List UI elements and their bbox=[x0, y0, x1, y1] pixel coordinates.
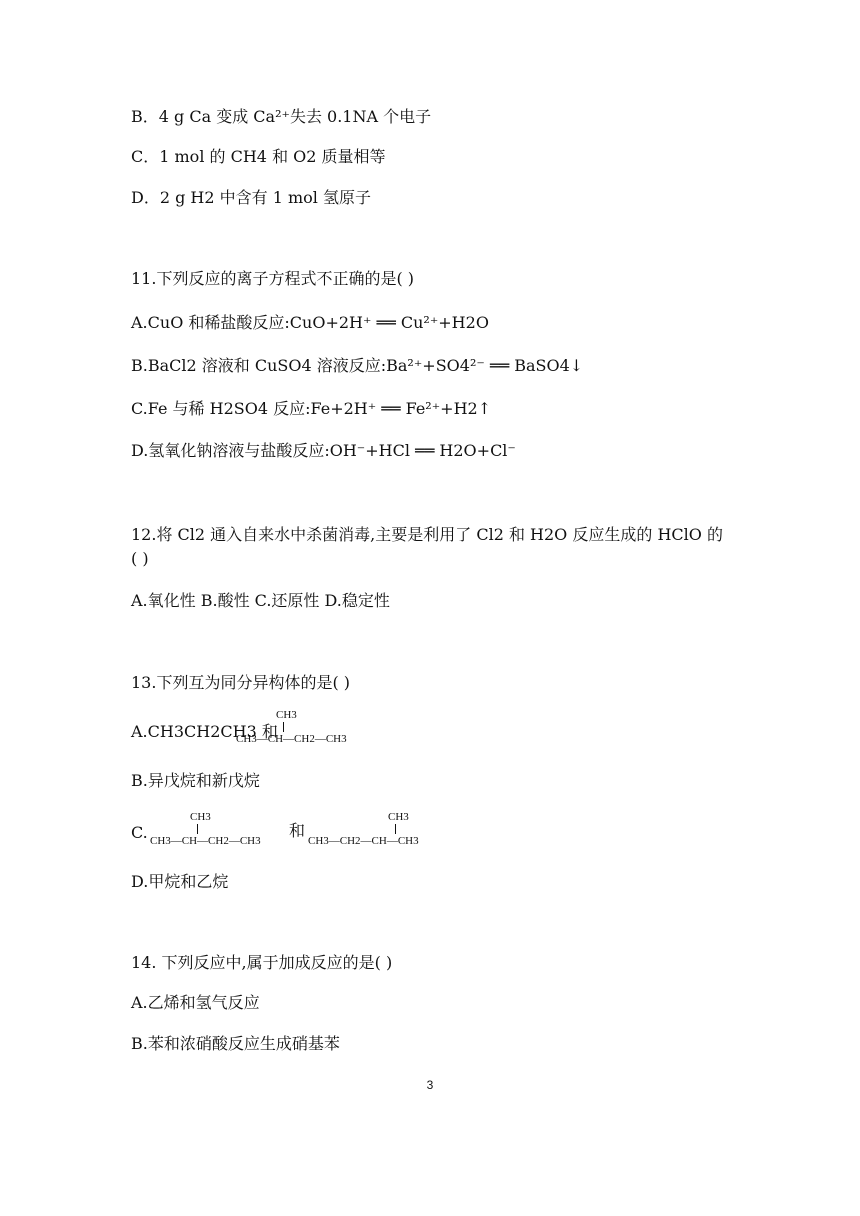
q14-option-b bbox=[131, 1033, 340, 1055]
q13-option-b-text: B.异戊烷和新戊烷 bbox=[131, 771, 260, 790]
q13-option-c-structure-2 bbox=[308, 811, 458, 851]
q13-option-c-and-text: 和 bbox=[289, 821, 306, 840]
q13-option-a-structure bbox=[236, 709, 376, 749]
q14-option-b-text: B.苯和浓硝酸反应生成硝基苯 bbox=[131, 1034, 340, 1053]
branch-bond-line bbox=[197, 824, 198, 834]
branch-bond-line bbox=[283, 722, 284, 732]
q13-stem bbox=[131, 672, 350, 694]
q10-option-d bbox=[131, 187, 371, 209]
q13-option-c-prefix bbox=[131, 822, 148, 844]
methyl-branch-label: CH3 bbox=[190, 811, 211, 823]
main-chain-label: CH3—CH2—CH—CH3 bbox=[308, 835, 419, 847]
q10-option-c bbox=[131, 146, 386, 168]
q11-option-c-text: C.Fe 与稀 H2SO4 反应:Fe+2H⁺ ══ Fe²⁺+H2↑ bbox=[131, 399, 492, 418]
q13-option-c-prefix-text: C. bbox=[131, 823, 148, 842]
q11-option-d bbox=[131, 440, 516, 462]
branch-bond-line bbox=[395, 824, 396, 834]
q13-option-d bbox=[131, 871, 228, 893]
q10-option-c-text: C．1 mol 的 CH4 和 O2 质量相等 bbox=[131, 147, 386, 166]
q14-stem-text: 14. 下列反应中,属于加成反应的是( ) bbox=[131, 953, 393, 972]
q12-options bbox=[131, 590, 390, 612]
q11-stem bbox=[131, 268, 414, 290]
q12-stem-text-1: 12.将 Cl2 通入自来水中杀菌消毒,主要是利用了 Cl2 和 H2O 反应生成的 HClO 的 bbox=[131, 525, 723, 544]
q13-option-d-text: D.甲烷和乙烷 bbox=[131, 872, 229, 891]
q10-option-d-text: D．2 g H2 中含有 1 mol 氢原子 bbox=[131, 188, 372, 207]
q13-stem-text: 13.下列互为同分异构体的是( ) bbox=[131, 673, 351, 692]
q11-stem-text: 11.下列反应的离子方程式不正确的是( ) bbox=[131, 269, 415, 288]
q11-option-d-text: D.氢氧化钠溶液与盐酸反应:OH⁻+HCl ══ H2O+Cl⁻ bbox=[131, 441, 516, 460]
methyl-branch-label: CH3 bbox=[276, 709, 297, 721]
q12-stem-text-2: ( ) bbox=[131, 549, 149, 568]
q11-option-a-text: A.CuO 和稀盐酸反应:CuO+2H⁺ ══ Cu²⁺+H2O bbox=[131, 313, 489, 332]
q11-option-b bbox=[131, 355, 583, 377]
q13-option-c-structure-1 bbox=[150, 811, 290, 851]
main-chain-label: CH3—CH—CH2—CH3 bbox=[236, 733, 347, 745]
q11-option-a bbox=[131, 312, 489, 334]
q13-option-b bbox=[131, 770, 260, 792]
q10-option-b-text: B．4 g Ca 变成 Ca²⁺失去 0.1NA 个电子 bbox=[131, 107, 432, 126]
main-chain-label: CH3—CH—CH2—CH3 bbox=[150, 835, 261, 847]
q14-option-a bbox=[131, 992, 260, 1014]
q14-option-a-text: A.乙烯和氢气反应 bbox=[131, 993, 260, 1012]
page-number: 3 bbox=[426, 1078, 434, 1092]
q11-option-c bbox=[131, 398, 491, 420]
methyl-branch-label: CH3 bbox=[388, 811, 409, 823]
q13-option-c-and bbox=[289, 820, 305, 842]
q12-stem-line2 bbox=[131, 548, 149, 570]
q11-option-b-text: B.BaCl2 溶液和 CuSO4 溶液反应:Ba²⁺+SO4²⁻ ══ BaSO4↓ bbox=[131, 356, 584, 375]
q13-option-a-prefix-text: A.CH3CH2CH3 和 bbox=[131, 722, 278, 741]
q12-stem-line1 bbox=[131, 524, 723, 546]
q14-stem bbox=[131, 952, 392, 974]
q12-options-text: A.氧化性 B.酸性 C.还原性 D.稳定性 bbox=[131, 591, 390, 610]
q10-option-b bbox=[131, 106, 431, 128]
